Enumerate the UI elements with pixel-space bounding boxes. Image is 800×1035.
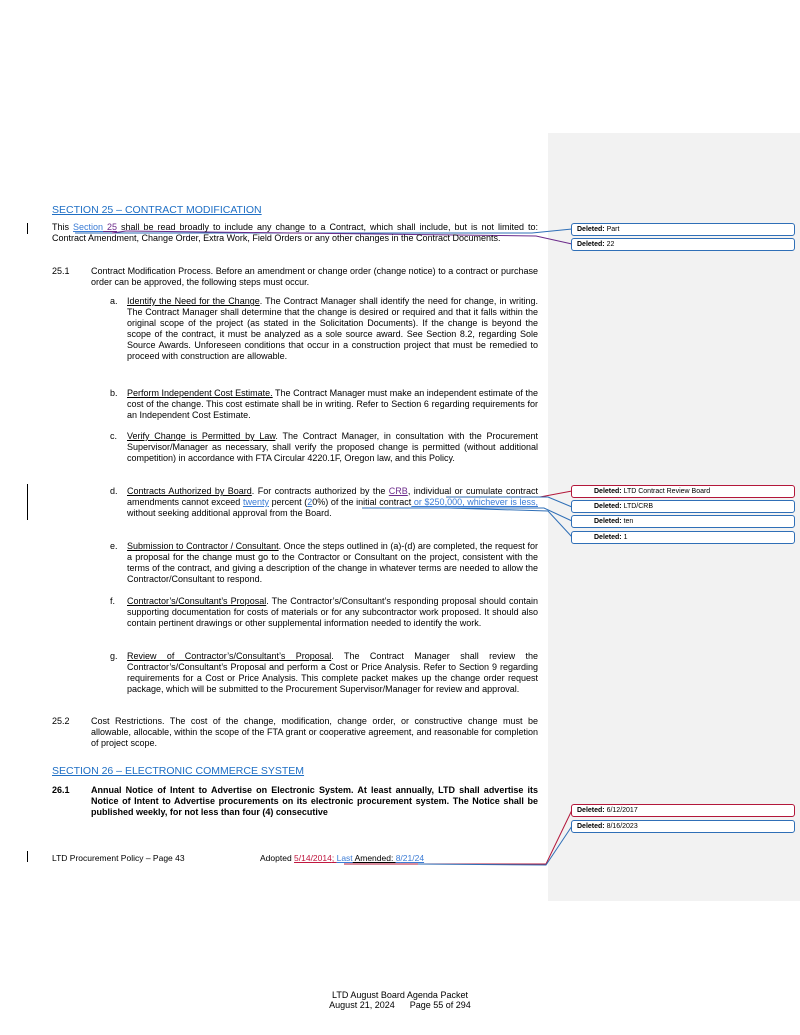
clause-number: 25.2: [52, 716, 70, 726]
inserted-text: Last: [336, 853, 353, 863]
item-body: . For contracts authorized by the: [251, 486, 389, 496]
deleted-comment[interactable]: [571, 804, 795, 817]
clause-25-2-text: Cost Restrictions. The cost of the change, modification, change order, or constructive change must be allowable, allocable, within the scope of the FTA grant or cooperative agreement, and reasonable for completion of project scope.: [91, 716, 538, 748]
deleted-comment[interactable]: [571, 485, 795, 498]
item-body: The Contract Manager must make an independent estimate of the cost of the change. This cost estimate shall be in writing. Refer to Section 6 regarding requirements for an Independent Cost Estimate.: [127, 388, 538, 420]
item-letter: f.: [110, 596, 116, 606]
packet-page-line: [0, 1000, 800, 1010]
change-bar: [27, 484, 28, 520]
comment-label: Deleted:: [577, 226, 605, 233]
item-letter: b.: [110, 388, 118, 398]
item-body: 0%) of the initial contract: [312, 497, 412, 507]
item-letter: g.: [110, 651, 118, 661]
page-footer-adopted: [260, 853, 424, 863]
inserted-text: 25: [103, 222, 118, 232]
inserted-text: CRB: [388, 486, 408, 496]
item-body: . The Contractor’s/Consultant’s responding proposal should contain supporting documentation for costs of materials or for any subcontractor work proposed. It should also contain pertinent drawings or other supplemental information needed to identify the work.: [127, 596, 538, 628]
packet-footer: [0, 990, 800, 1010]
page-footer-left: LTD Procurement Policy – Page 43: [52, 853, 185, 863]
deleted-comment[interactable]: [571, 531, 795, 544]
deleted-comment[interactable]: [571, 500, 795, 513]
change-bar: [27, 851, 28, 862]
item-body: without seeking additional approval from the Board.: [127, 508, 332, 518]
comment-text: LTD Contract Review Board: [623, 488, 711, 495]
comment-text: 6/12/2017: [606, 807, 638, 814]
item-b: [127, 388, 538, 421]
clause-25-1-text: Contract Modification Process. Before an amendment or change order (change notice) to a contract or purchase order can be approved, the following steps must occur.: [91, 266, 538, 287]
footer-text: Adopted: [260, 853, 295, 863]
item-body: . The Contract Manager shall review the Contractor’s/Consultant’s Proposal and perform a Cost or Price Analysis. Refer to Section 9 regarding requirements for a Cost or Price Analysis. This complete packet makes up the change order request package, which will be submitted to the Procurement Supervisor/Manager for review and approval.: [127, 651, 539, 694]
packet-page: Page 55 of 294: [409, 1000, 471, 1010]
item-title: Identify the Need for the Change: [127, 296, 260, 306]
change-bar: [27, 223, 28, 234]
item-a: [127, 296, 538, 362]
inserted-text: or $250,000, whichever is less,: [411, 497, 538, 507]
section-25-intro: [52, 222, 538, 244]
item-body: . The Contract Manager, in consultation with the Procurement Supervisor/Manager as necessary, shall verify the proposed change is permitted (without additional competition) in accordance with FTA Circular 4220.1F, Oregon law, and this Policy.: [127, 431, 538, 463]
inserted-text: 2: [307, 497, 313, 507]
item-c: [127, 431, 538, 464]
item-body: . Once the steps outlined in (a)-(d) are completed, the request for a proposal for the change must go to the Contractor or Consultant on the project, consistent with the terms of the contract, and giving a description of the change in whatever terms are needed to allow the Contractor/Consultant to respond.: [127, 541, 538, 584]
intro-text: shall be read broadly to include any change to a Contract, which shall include, but is not limited to: Contract Amendment, Change Order, Extra Work, Field Orders or any other changes in the Contract Documents.: [52, 222, 538, 243]
item-letter: c.: [110, 431, 118, 441]
comment-text: Part: [606, 226, 620, 233]
comment-text: ten: [623, 518, 634, 525]
comment-label: Deleted:: [594, 503, 622, 510]
comment-label: Deleted:: [594, 534, 622, 541]
inserted-text: twenty: [242, 497, 269, 507]
inserted-text: 5/14/2014: [294, 853, 332, 863]
item-title: Contracts Authorized by Board: [127, 486, 252, 496]
clause-number: 25.1: [52, 266, 70, 276]
item-body: . The Contract Manager shall identify the need for change, in writing. The Contract Manager shall determine that the change is desired or required and that it falls within the original scope of the project (as stated in the Solicitation Documents). If the change is beyond the scope of the contract, it must be analyzed as a sole source award. See Section 8.2, regarding Sole Source Awards. Unforeseen conditions that occur in a construction project that must be remedied to proceed with construction are allowable.: [127, 296, 538, 361]
footer-text: Amended:: [352, 853, 396, 863]
intro-pre: This: [52, 222, 73, 232]
item-letter: a.: [110, 296, 118, 306]
deleted-comment[interactable]: [571, 515, 795, 528]
inserted-text: /21/24: [400, 853, 425, 863]
packet-title: LTD August Board Agenda Packet: [332, 990, 468, 1000]
comment-label: Deleted:: [594, 488, 622, 495]
comment-label: Deleted:: [594, 518, 622, 525]
comment-text: 8/16/2023: [606, 823, 638, 830]
item-letter: e.: [110, 541, 118, 551]
clause-26-1-text: Annual Notice of Intent to Advertise on Electronic System. At least annually, LTD shall advertise its Notice of Intent to Advertise procurements on its electronic procurement system. The Notice shall be published weekly, for not less than four (4) consecutive: [91, 785, 538, 817]
comment-text: LTD/CRB: [623, 503, 654, 510]
section-26-heading: SECTION 26 – ELECTRONIC COMMERCE SYSTEM: [52, 765, 305, 777]
section-25-heading: SECTION 25 – CONTRACT MODIFICATION: [52, 204, 262, 216]
deleted-comment[interactable]: [571, 223, 795, 236]
packet-date: August 21, 2024: [329, 1000, 395, 1010]
inserted-text: 8: [395, 853, 401, 863]
deleted-comment[interactable]: [571, 238, 795, 251]
item-title: Review of Contractor’s/Consultant’s Proposal: [127, 651, 332, 661]
comment-label: Deleted:: [577, 823, 605, 830]
item-title: Verify Change is Permitted by Law: [127, 431, 276, 441]
item-g: [127, 651, 538, 695]
item-title: Perform Independent Cost Estimate.: [127, 388, 273, 398]
item-e: [127, 541, 538, 585]
clause-number: 26.1: [52, 785, 70, 795]
comment-label: Deleted:: [577, 241, 605, 248]
item-body: percent (: [268, 497, 308, 507]
comment-text: 1: [623, 534, 628, 541]
item-body: , individual or cumulate contract amendments cannot exceed: [127, 486, 538, 507]
item-title: Contractor’s/Consultant’s Proposal: [127, 596, 267, 606]
deleted-comment[interactable]: [571, 820, 795, 833]
item-letter: d.: [110, 486, 118, 496]
comment-text: 22: [606, 241, 615, 248]
footer-text: ;: [331, 853, 337, 863]
comment-label: Deleted:: [577, 807, 605, 814]
item-f: [127, 596, 538, 629]
inserted-text: Section: [73, 222, 104, 232]
item-title: Submission to Contractor / Consultant: [127, 541, 279, 551]
item-d: [127, 486, 538, 519]
